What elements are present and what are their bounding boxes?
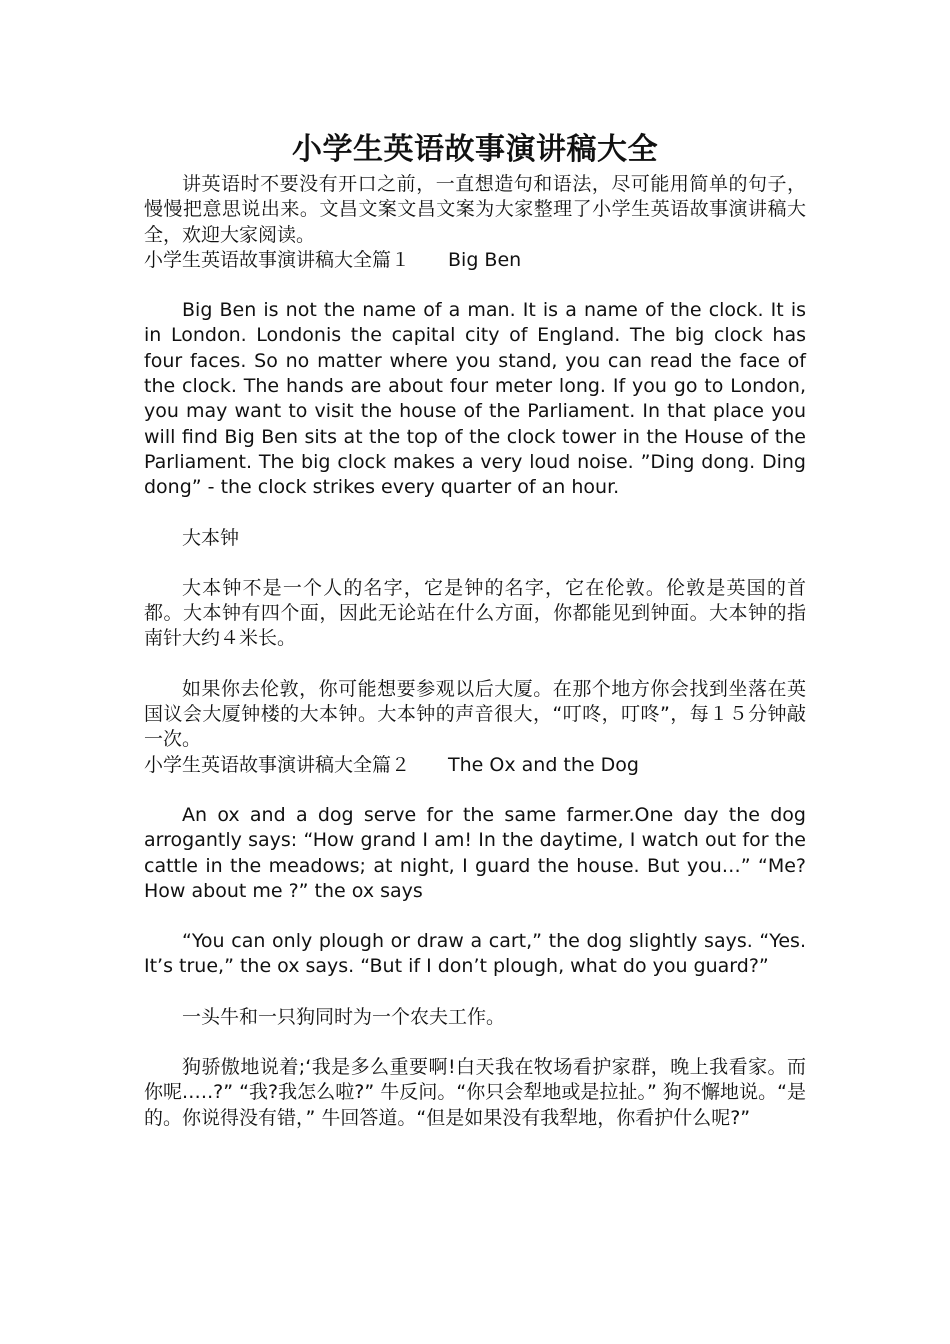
section-1-chinese-paragraph-2: 如果你去伦敦，你可能想要参观以后大厦。在那个地方你会找到坐落在英国议会大厦钟楼的大本钟。大本钟的声音很大，“叮咚，叮咚”，每１５分钟敲一次。: [144, 677, 806, 751]
document-title: 小学生英语故事演讲稿大全: [292, 132, 658, 167]
section-1-heading: [144, 248, 806, 273]
section-2-subtitle: The Ox and the Dog: [448, 753, 639, 776]
document-page: [144, 128, 806, 1131]
section-2-chinese-paragraph-1: 一头牛和一只狗同时为一个农夫工作。: [182, 1005, 506, 1028]
section-2-heading-text: 小学生英语故事演讲稿大全篇２: [144, 753, 411, 776]
section-1-english-paragraph: Big Ben is not the name of a man. It is a name of the clock. It is in London. Londonis the capital city of England. The big clock has four faces. So no matter where you stand, you can read the face of the clock. The hands are about four meter long. If you go to London, you may want to visit the house of the Parliament. In that place you will find Big Ben sits at the top of the clock tower in the House of the Parliament. The big clock makes a very loud noise. ”Ding dong. Ding dong” - the clock strikes every quarter of an hour.: [144, 299, 806, 499]
section-2-english-paragraph-2: “You can only plough or draw a cart,” the dog slightly says. “Yes. It’s true,” the ox says. “But if I don’t plough, what do you guard?”: [144, 930, 806, 978]
section-2-heading: [144, 753, 806, 778]
section-1-subtitle: Big Ben: [448, 248, 522, 271]
intro-paragraph: 讲英语时不要没有开口之前，一直想造句和语法，尽可能用简单的句子，慢慢把意思说出来。文昌文案文昌文案为大家整理了小学生英语故事演讲稿大全，欢迎大家阅读。: [144, 173, 806, 246]
section-1-chinese-title: 大本钟: [182, 526, 240, 549]
section-1-heading-text: 小学生英语故事演讲稿大全篇１: [144, 248, 411, 271]
section-2-chinese-paragraph-2: 狗骄傲地说着;‘我是多么重要啊!白天我在牧场看护家群，晚上我看家。而你呢.….?” “我?我怎么啦?” 牛反问。“你只会犁地或是拉扯。” 狗不懈地说。“是的。你说得没有错，” 牛回答道。“但是如果没有我犁地，你看护什么呢?”: [144, 1056, 806, 1129]
section-2-english-paragraph-1: An ox and a dog serve for the same farmer.One day the dog arrogantly says: “How grand I am! In the daytime, I watch out for the cattle in the meadows; at night, I guard the house. But you…” “Me? How about me ?” the ox says: [144, 803, 806, 902]
section-1-chinese-paragraph-1: 大本钟不是一个人的名字，它是钟的名字，它在伦敦。伦敦是英国的首都。大本钟有四个面，因此无论站在什么方面，你都能见到钟面。大本钟的指南针大约４米长。: [144, 576, 806, 650]
